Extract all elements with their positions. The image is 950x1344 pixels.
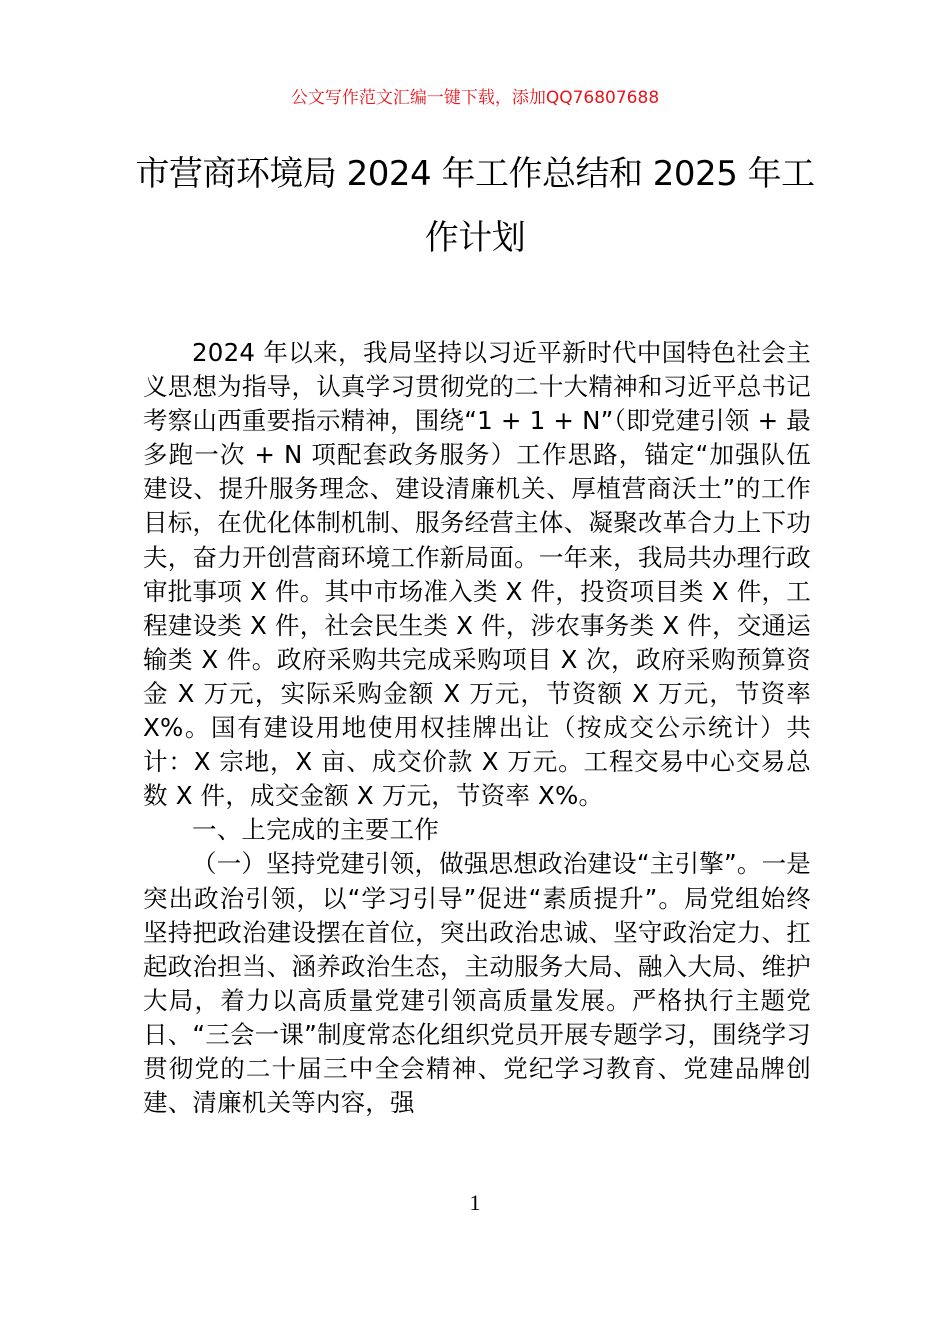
title-line-2: 作计划 — [424, 218, 526, 258]
intro-paragraph: 2024 年以来，我局坚持以习近平新时代中国特色社会主义思想为指导，认真学习贯彻党的二十大精神和习近平总书记考察山西重要指示精神，围绕“1 + 1 + N”（即党建引领 + 最多跑一次 + N 项配套政务服务）工作思路，锚定“加强队伍建设、提升服务理念、建设清廉机关、厚植营商沃土”的工作目标，在优化体制机制、服务经营主体、凝聚改革合力上下功夫，奋力开创营商环境工作新局面。一年来，我局共办理行政审批事项 X 件。其中市场准入类 X 件，投资项目类 X 件，工程建设类 X 件，社会民生类 X 件，涉农事务类 X 件，交通运输类 X 件。政府采购共完成采购项目 X 次，政府采购预算资金 X 万元，实际采购金额 X 万元，节资额 X 万元，节资率 X%。国有建设用地使用权挂牌出让（按成交公示统计）共计：X 宗地，X 亩、成交价款 X 万元。工程交易中心交易总数 X 件，成交金额 X 万元，节资率 X%。 — [143, 338, 811, 811]
document-body — [143, 336, 811, 1120]
download-watermark: 公文写作范文汇编一键下载，添加QQ76807688 — [290, 88, 660, 108]
page-number: 1 — [469, 1190, 481, 1215]
subsection-paragraph: （一）坚持党建引领，做强思想政治建设“主引擎”。一是突出政治引领，以“学习引导”促进“素质提升”。局党组始终坚持把政治建设摆在首位，突出政治忠诚、坚守政治定力、扛起政治担当、涵养政治生态，主动服务大局、融入大局、维护大局，着力以高质量党建引领高质量发展。严格执行主题党日、“三会一课”制度常态化组织党员开展专题学习，围绕学习贯彻党的二十届三中全会精神、党纪学习教育、党建品牌创建、清廉机关等内容，强 — [143, 849, 811, 1118]
title-line-1: 市营商环境局 2024 年工作总结和 2025 年工 — [135, 154, 815, 194]
section-heading: 一、上完成的主要工作 — [192, 815, 439, 845]
document-title — [130, 142, 820, 270]
